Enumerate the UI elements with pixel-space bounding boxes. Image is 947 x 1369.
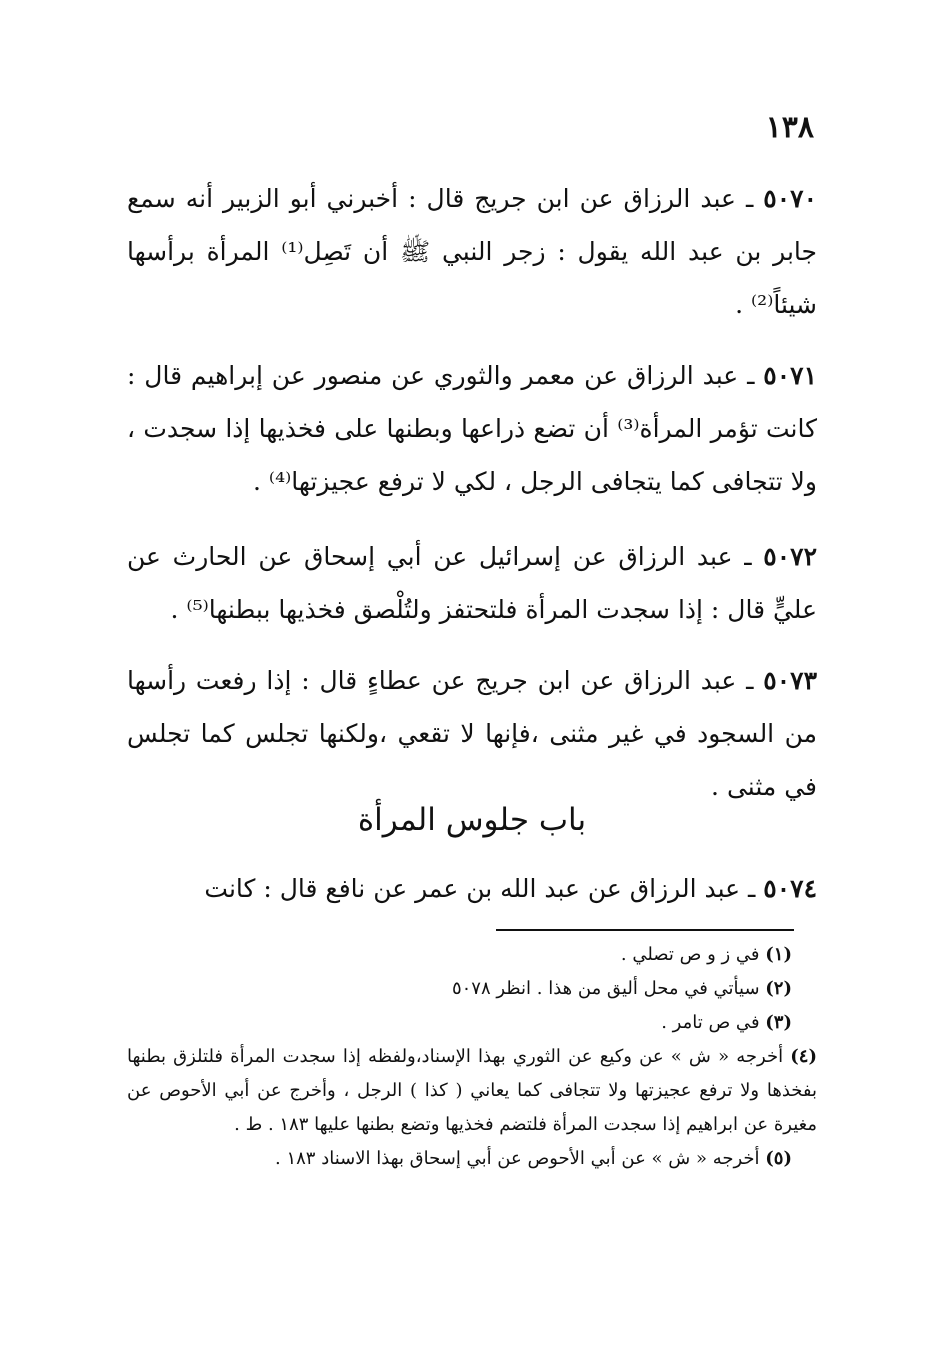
footnotes	[127, 938, 817, 1176]
hadith-number: ٥٠٧١	[763, 361, 817, 390]
footnote-text: أخرجه « ش » عن أبي الأحوص عن أبي إسحاق بهذا الاسناد ١٨٣ .	[275, 1148, 766, 1169]
hadith-number: ٥٠٧٣	[763, 666, 817, 695]
footnote-mark: (٣)	[765, 1012, 792, 1033]
hadith-number: ٥٠٧٤	[763, 874, 817, 903]
hadith-text: ـ عبد الرزاق عن ابن جريج عن عطاءٍ قال : إذا رفعت رأسها من السجود في غير مثنى ،فإنها لا تقعي ،ولكنها تجلس كما تجلس في مثنى .	[127, 666, 817, 801]
hadith-paragraph	[127, 654, 817, 813]
hadith-text: ـ عبد الرزاق عن ابن جريج قال : أخبرني أبو الزبير أنه سمع جابر بن عبد الله يقول : زجر النبي ﷺ أن تَصِل⁽¹⁾ المرأة برأسها شيئاً⁽²⁾ .	[127, 184, 817, 319]
hadith-number: ٥٠٧٠	[763, 184, 817, 213]
hadith-paragraph	[127, 172, 817, 331]
footnote	[127, 938, 817, 972]
hadith-text: ـ عبد الرزاق عن عبد الله بن عمر عن نافع قال : كانت	[204, 874, 764, 903]
footnote-text: في ز و ص تصلي .	[620, 944, 766, 965]
main-text	[127, 172, 817, 831]
footnote	[127, 1040, 817, 1142]
footnote-mark: (٤)	[790, 1046, 817, 1067]
footnote-mark: (٢)	[765, 978, 792, 999]
hadith-text: ـ عبد الرزاق عن إسرائيل عن أبي إسحاق عن الحارث عن عليٍّ قال : إذا سجدت المرأة فلتحتفز ولتُلْصق فخذيها ببطنها⁽⁵⁾ .	[127, 542, 817, 624]
hadith-paragraph	[127, 349, 817, 508]
hadith-paragraph	[127, 530, 817, 636]
footnote	[127, 972, 817, 1006]
footnote	[127, 1006, 817, 1040]
footnote-text: أخرجه « ش » عن وكيع عن الثوري بهذا الإسناد،ولفظه إذا سجدت المرأة فلتلزق بطنها بفخذها ولا ترفع عجيزتها ولا تتجافى كما يعاني ( كذا ) الرجل ، وأخرج عن أبي الأحوص عن مغيرة عن ابراهيم إذا سجدت المرأة فلتضم فخذيها وتضع بطنها عليها ١٨٣ . ط .	[127, 1046, 817, 1135]
footnote-mark: (٥)	[765, 1148, 792, 1169]
hadith-paragraph	[127, 862, 817, 915]
hadith-text: ـ عبد الرزاق عن معمر والثوري عن منصور عن إبراهيم قال : كانت تؤمر المرأة⁽³⁾ أن تضع ذراعها وبطنها على فخذيها إذا سجدت ، ولا تتجافى كما يتجافى الرجل ، لكي لا ترفع عجيزتها⁽⁴⁾ .	[127, 361, 817, 496]
section-heading: باب جلوس المرأة	[357, 802, 587, 838]
footnote-text: سيأتي في محل أليق من هذا . انظر ٥٠٧٨	[451, 978, 766, 999]
footnote	[127, 1142, 817, 1176]
footnote-text: في ص تامر .	[661, 1012, 766, 1033]
hadith-number: ٥٠٧٢	[763, 542, 817, 571]
footnote-mark: (١)	[765, 944, 792, 965]
page-number: ١٣٨	[765, 110, 814, 145]
footnote-divider	[496, 929, 794, 931]
